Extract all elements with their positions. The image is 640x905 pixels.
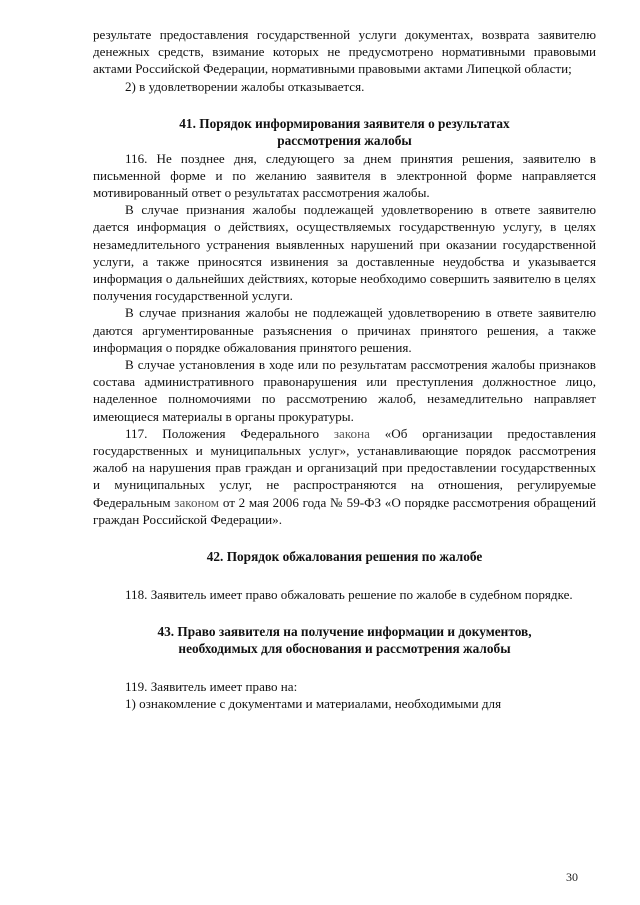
paragraph-116: 116. Не позднее дня, следующего за днем принятия решения, заявителю в письменной форме и по желанию заявителя в электронной форме направляется мотивированный ответ о результатах рассмотрения жалобы. xyxy=(93,150,596,201)
section-41-heading xyxy=(93,115,596,150)
section-43-heading-line2: необходимых для обоснования и рассмотрения жалобы xyxy=(178,641,511,657)
document-page xyxy=(93,26,596,712)
law-link-1: закона xyxy=(333,425,370,441)
paragraph-118: 118. Заявитель имеет право обжаловать решение по жалобе в судебном порядке. xyxy=(125,586,573,602)
section-41-heading-line1: 41. Порядок информирования заявителя о результатах xyxy=(179,115,510,131)
law-link-2: законом xyxy=(174,494,220,510)
paragraph-117-part1: 117. Положения Федерального xyxy=(125,425,334,441)
section-43-heading-line1: 43. Право заявителя на получение информации и документов, xyxy=(157,623,532,639)
section-43-heading xyxy=(93,623,596,658)
paragraph-117-part3: от 2 мая 2006 года № 59-ФЗ «О порядке рассмотрения обращений граждан Российской Федерации». xyxy=(93,494,596,527)
paragraph-complaint-satisfied: В случае признания жалобы подлежащей удовлетворению в ответе заявителю дается информация о действиях, осуществляемых государственную услугу, в целях незамедлительного устранения выявленных нарушений при оказании государственной услуги, а также приносятся извинения за доставленные неудобства и указывается информация о дальнейших действиях, которые необходимо совершить заявителю в целях получения государственной услуги. xyxy=(93,202,596,304)
paragraph-119: 119. Заявитель имеет право на: xyxy=(125,678,298,694)
page-number: 30 xyxy=(566,870,578,884)
paragraph-117-part2: «Об организации предоставления государственных и муниципальных услуг», устанавливающие порядок рассмотрения жалоб на нарушения прав граждан и организаций при предоставлении государственных и муниципальных услуг, не распространяются на отношения, регулируемые Федеральным xyxy=(93,425,596,510)
paragraph-complaint-rejected: В случае признания жалобы не подлежащей удовлетворению в ответе заявителю даются аргументированные разъяснения о причинах принятого решения, а также информация о порядке обжалования принятого решения. xyxy=(93,305,596,355)
section-42-heading: 42. Порядок обжалования решения по жалобе xyxy=(206,549,483,565)
list-item-2: 2) в удовлетворении жалобы отказывается. xyxy=(125,78,365,94)
section-41-heading-line2: рассмотрения жалобы xyxy=(277,133,412,149)
list-item-1: 1) ознакомление с документами и материалами, необходимыми для xyxy=(125,695,502,711)
paragraph-offence-found: В случае установления в ходе или по результатам рассмотрения жалобы признаков состава административного правонарушения или преступления должностное лицо, наделенное полномочиями по рассмотрению жалоб, незамедлительно направляет имеющиеся материалы в органы прокуратуры. xyxy=(93,357,596,424)
paragraph-continuation: результате предоставления государственной услуги документах, возврата заявителю денежных средств, взимание которых не предусмотрено нормативными правовыми актами Российской Федерации, нормативными правовыми актами Липецкой области; xyxy=(93,27,596,77)
paragraph-117 xyxy=(93,425,596,528)
